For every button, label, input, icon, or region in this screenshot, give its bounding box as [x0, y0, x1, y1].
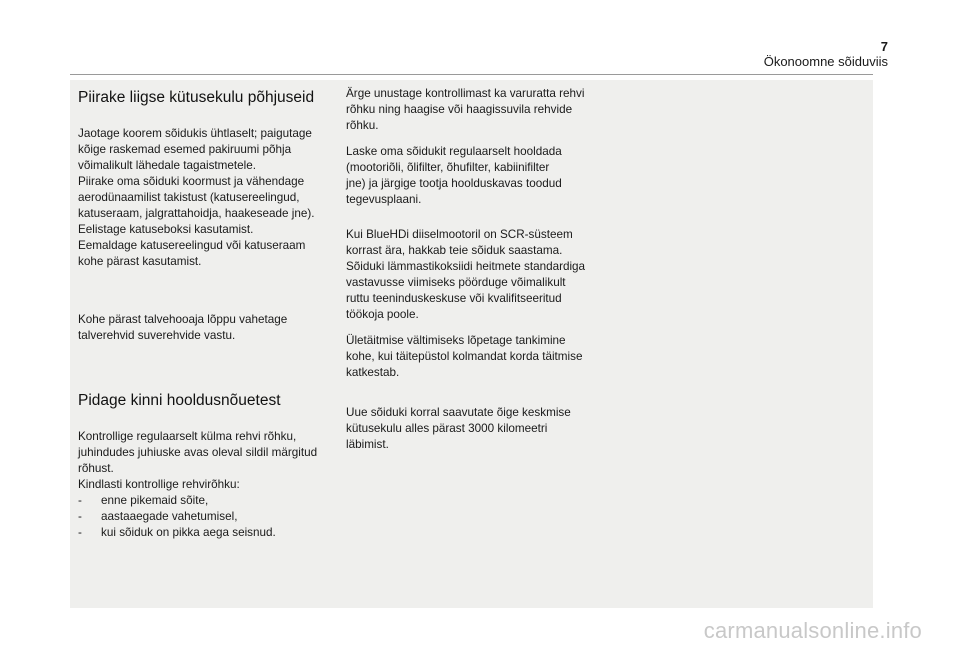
section-heading-maintenance: Pidage kinni hooldusnõuetest	[78, 392, 281, 409]
chapter-title: Ökonoomne sõiduviis	[763, 54, 888, 69]
header-divider	[70, 74, 873, 75]
paragraph-refuelling: Ületäitmise vältimiseks lõpetage tankimine kohe, kui täitepüstol kolmandat korda täitmise katkestab.	[346, 334, 583, 379]
list-item: - enne pikemaid sõite,	[78, 494, 209, 507]
watermark: carmanualsonline.info	[703, 618, 922, 643]
right-column	[346, 86, 616, 453]
page-header	[764, 40, 888, 69]
tyre-check-list	[78, 493, 338, 541]
left-column	[78, 88, 338, 541]
paragraph-spare-tyre: Ärge unustage kontrollimast ka varuratta rehvi rõhku ning haagise või haagissuvila rehvide rõhku.	[346, 87, 585, 132]
section-heading-fuel: Piirake liigse kütusekulu põhjuseid	[78, 89, 315, 106]
paragraph-winter-tyres: Kohe pärast talvehooaja lõppu vahetage talverehvid suverehvide vastu.	[78, 313, 288, 342]
list-item: - kui sõiduk on pikka aega seisnud.	[78, 526, 276, 539]
paragraph-load-distribution: Jaotage koorem sõidukis ühtlaselt; paigutage kõige raskemad esemed pakiruumi põhja võimalikult lähedale tagaistmetele. Piirake oma sõiduki koormust ja vähendage aerodünaamilist takistust (katusereelingud, katuseraam, jalgrattahoidja, haakeseade jne). Eelistage katuseboksi kasutamist. Eemaldage katusereelingud või katuseraam kohe pärast kasutamist.	[78, 127, 315, 268]
paragraph-tyre-pressure: Kontrollige regulaarselt külma rehvi rõhku, juhindudes juhiuske avas oleval sildil märgitud rõhust. Kindlasti kontrollige rehvirõhku:	[78, 430, 318, 491]
page-number: 7	[880, 39, 888, 54]
paragraph-scr-system: Kui BlueHDi diiselmootoril on SCR-süsteem korrast ära, hakkab teie sõiduk saastama. Sõiduki lämmastikoksiidi heitmete standardiga vastavusse viimiseks pöörduge võimalikult ruttu teeninduskeskuse või kvalifitseeritud töökoja poole.	[346, 228, 586, 321]
paragraph-servicing: Laske oma sõidukit regulaarselt hooldada (mootoriõli, õlifilter, õhufilter, kabiinifilter jne) ja järgige tootja hoolduskavas toodud tegevusplaani.	[346, 145, 562, 206]
list-item: - aastaaegade vahetumisel,	[78, 510, 238, 523]
paragraph-new-vehicle: Uue sõiduki korral saavutate õige keskmise kütusekulu alles pärast 3000 kilomeetri läbimist.	[346, 406, 571, 451]
